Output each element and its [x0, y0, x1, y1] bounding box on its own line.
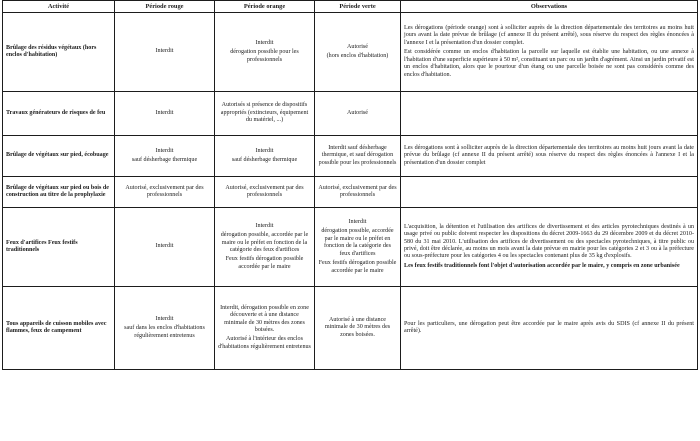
- observations-cell: [401, 92, 698, 136]
- verte-period-cell: [315, 136, 401, 177]
- table-row: [3, 136, 698, 177]
- activity-cell: Brûlage de végétaux sur pied, écobuage: [3, 136, 115, 177]
- period-rule-text: Interdit: [155, 48, 174, 55]
- header-periode-rouge: Période rouge: [115, 1, 215, 13]
- verte-period-cell: [315, 287, 401, 370]
- period-rule-text: Interdit sauf désherbage thermique, et sauf dérogation possible pour les professionnels: [318, 144, 397, 166]
- period-rule-text: sauf désherbage thermique: [231, 157, 298, 163]
- activity-cell: Brûlage de végétaux sur pied ou bois de construction au titre de la prophylaxie: [3, 177, 115, 208]
- period-rule-text: Interdit: [348, 219, 367, 226]
- orange-period-cell: [215, 287, 315, 370]
- table-row: [3, 177, 698, 208]
- header-periode-verte: Période verte: [315, 1, 401, 13]
- header-periode-orange: Période orange: [215, 1, 315, 13]
- verte-period-cell: [315, 208, 401, 287]
- orange-period-cell: [215, 208, 315, 287]
- regulation-table: [2, 0, 698, 370]
- period-rule-text: Feux festifs dérogation possible accordée par le maire: [225, 256, 304, 270]
- rouge-period-cell: [115, 13, 215, 92]
- period-rule-text: Autorisé, exclusivement par des professionnels: [225, 184, 304, 198]
- period-rule-text: Autorisé, exclusivement par des professionnels: [318, 184, 397, 198]
- orange-period-cell: [215, 92, 315, 136]
- observation-paragraph: Les dérogations sont à solliciter auprès de la direction départementale des territoires au moins huit jours avant la date prévue du brûlage (cf annexe II du présent arrêté) sous réserve du respect des règles énoncées à l'annexe I et la présentation d'un dossier complet: [404, 144, 694, 166]
- rouge-period-cell: [115, 287, 215, 370]
- period-rule-text: dérogation possible, accordée par le maire ou le préfet en fonction de la catégorie des feux d'artifices: [321, 228, 394, 257]
- table-row: [3, 13, 698, 92]
- period-rule-text: Autorisés si présence de dispositifs appropriés (extincteurs, équipement du matériel, ...): [220, 102, 309, 124]
- rouge-period-cell: [115, 92, 215, 136]
- observation-paragraph: Pour les particuliers, une dérogation peut être accordée par le maire après avis du SDIS (cf annexe II du présent arrêté).: [404, 320, 694, 334]
- period-rule-text: Autorisé à une distance minimale de 30 mètres des zones boisées.: [324, 316, 391, 338]
- period-rule-text: Interdit: [155, 147, 174, 154]
- period-rule-text: Interdit: [255, 147, 274, 154]
- observations-cell: [401, 287, 698, 370]
- period-rule-text: Interdit: [155, 315, 174, 322]
- period-rule-text: sauf désherbage thermique: [131, 157, 198, 163]
- rouge-period-cell: [115, 177, 215, 208]
- observation-paragraph: L'acquisition, la détention et l'utilisation des artifices de divertissement et des articles pyrotechniques destinés à un usage privé ou public doivent respecter les dispositions du décret 2009-1663 du 29 décembre 2009 et du décret 2010-580 du 31 mai 2010. L'utilisation des artifices de divertissement ou des spectacles pyrotechniques, à titre public ou privé, doit être déclarée, au moins un mois avant la date prévue en mairie pour les catégories 2 et 3 ou à la préfecture ou sous-préfecture pour les catégories 4 ou les spectacles contenant plus de 35 kg d'explosifs.: [404, 223, 694, 260]
- header-row: [3, 1, 698, 13]
- observations-cell: [401, 177, 698, 208]
- period-rule-text: Interdit: [255, 222, 274, 229]
- activity-cell: Travaux générateurs de risques de feu: [3, 92, 115, 136]
- period-rule-text: Interdit, dérogation possible en zone découverte et à une distance minimale de 30 mètres des zones boisées.: [220, 304, 309, 333]
- observations-cell: [401, 208, 698, 287]
- observation-paragraph: Est considérée comme un enclos d'habitation la parcelle sur laquelle est établie une habitation, ou une annexe à l'habitation d'une superficie supérieure à 50 m², constituant un parc ou un jardin d'agrément. Ainsi un jardin privatif est un enclos d'habitation, alors que le pourtour d'un étang ou une parcelle boisée ne sont pas considérés comme des enclos d'habitation.: [404, 49, 694, 78]
- period-rule-text: dérogation possible pour les professionnels: [230, 49, 299, 63]
- observations-cell: [401, 13, 698, 92]
- period-rule-text: Interdit: [155, 109, 174, 116]
- verte-period-cell: [315, 92, 401, 136]
- period-rule-text: sauf dans les enclos d'habitations régulièrement entretenus: [124, 325, 205, 339]
- orange-period-cell: [215, 136, 315, 177]
- observations-cell: [401, 136, 698, 177]
- activity-cell: Tous appareils de cuisson mobiles avec flammes, feux de campement: [3, 287, 115, 370]
- period-rule-text: Autorisé: [347, 43, 368, 50]
- header-activite: Activité: [3, 1, 115, 13]
- activity-cell: Feux d'artifices Feux festifs traditionnels: [3, 208, 115, 287]
- period-rule-text: Interdit: [255, 39, 274, 46]
- rouge-period-cell: [115, 136, 215, 177]
- period-rule-text: Autorisé à l'intérieur des enclos d'habitations régulièrement entretenus: [218, 336, 311, 350]
- verte-period-cell: [315, 177, 401, 208]
- observation-paragraph: Les feux festifs traditionnels font l'objet d'autorisation accordée par le maire, y compris en zone urbanisée: [404, 262, 680, 269]
- header-observations: Observations: [401, 1, 698, 13]
- period-rule-text: Autorisé, exclusivement par des professionnels: [125, 184, 204, 198]
- period-rule-text: Autorisé: [347, 109, 368, 116]
- observation-paragraph: Les dérogations (période orange) sont à solliciter auprès de la direction départementale des territoires au moins huit jours avant la date prévue de brûlage (cf annexe II du présent arrêté), sous réserve du respect des règles énoncées à l'annexe I et la présentation d'un dossier complet.: [404, 25, 694, 46]
- period-rule-text: dérogation possible, accordée par le maire ou le préfet en fonction de la catégorie des feux d'artifices: [220, 232, 309, 253]
- table-row: [3, 287, 698, 370]
- orange-period-cell: [215, 13, 315, 92]
- verte-period-cell: [315, 13, 401, 92]
- period-rule-text: (hors enclos d'habitation): [326, 53, 389, 59]
- activity-cell: Brûlage des résidus végétaux (hors enclos d'habitation): [3, 13, 115, 92]
- table-row: [3, 208, 698, 287]
- period-rule-text: Interdit: [155, 243, 174, 250]
- rouge-period-cell: [115, 208, 215, 287]
- orange-period-cell: [215, 177, 315, 208]
- period-rule-text: Feux festifs dérogation possible accordée par le maire: [318, 260, 397, 274]
- table-body: [3, 13, 698, 370]
- table-row: [3, 92, 698, 136]
